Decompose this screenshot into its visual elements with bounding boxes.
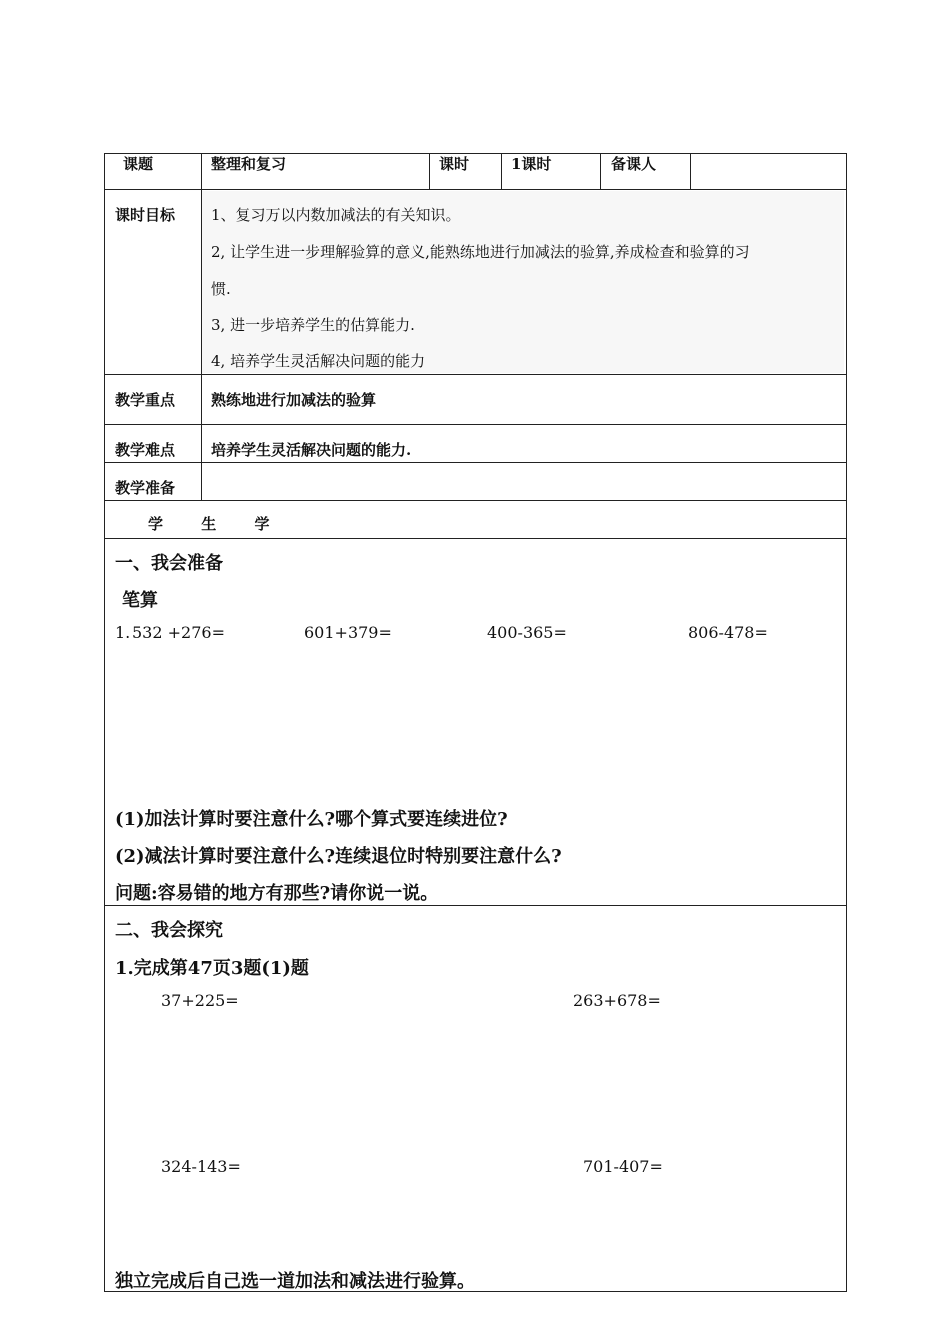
problem: 532 +276=: [132, 623, 225, 642]
period-value: 1课时: [511, 155, 552, 173]
row-line-preparation: [104, 500, 847, 501]
section1-number: 1.: [115, 623, 131, 642]
keypoints-value: 熟练地进行加减法的验算: [211, 391, 377, 409]
objectives-label: 课时目标: [115, 206, 176, 224]
question: 问题:容易错的地方有那些?请你说一说。: [115, 883, 439, 904]
preparer-label: 备课人: [611, 155, 657, 173]
problem: 400-365=: [487, 623, 567, 642]
row-line-keypoints: [104, 424, 847, 425]
problem: 37+225=: [161, 991, 239, 1010]
table-border-right: [846, 153, 847, 1292]
section2-footer: 独立完成后自己选一道加法和减法进行验算。: [115, 1271, 475, 1292]
problem: 806-478=: [688, 623, 768, 642]
problem: 263+678=: [573, 991, 661, 1010]
objective-item: 惯.: [211, 280, 231, 298]
objective-item: 3, 进一步培养学生的估算能力.: [211, 316, 415, 334]
col-line-label: [201, 153, 202, 501]
row-line-header: [104, 189, 847, 190]
problem: 601+379=: [304, 623, 392, 642]
preparation-label: 教学准备: [115, 479, 176, 497]
objective-item: 1、复习万以内数加减法的有关知识。: [211, 206, 461, 224]
row-line-difficulties: [104, 462, 847, 463]
col-line-topic: [429, 153, 430, 190]
section1-title: 一、我会准备: [115, 553, 223, 574]
col-line-period-value: [600, 153, 601, 190]
col-line-period-label: [501, 153, 502, 190]
section2-title: 二、我会探究: [115, 920, 223, 941]
row-line-section1: [104, 905, 847, 906]
objective-item: 2, 让学生进一步理解验算的意义,能熟练地进行加减法的验算,养成检查和验算的习: [211, 243, 750, 261]
topic-label: 课题: [123, 155, 154, 173]
problem: 701-407=: [583, 1157, 663, 1176]
objective-item: 4, 培养学生灵活解决问题的能力: [211, 352, 426, 370]
question: (1)加法计算时要注意什么?哪个算式要连续进位?: [115, 809, 508, 830]
difficulties-label: 教学难点: [115, 441, 176, 459]
topic-value: 整理和复习: [211, 155, 287, 173]
flow-heading: 学 生 学: [148, 515, 276, 533]
problem: 324-143=: [161, 1157, 241, 1176]
difficulties-value: 培养学生灵活解决问题的能力.: [211, 441, 412, 459]
section1-subtitle: 笔算: [122, 590, 158, 611]
keypoints-label: 教学重点: [115, 391, 176, 409]
question: (2)减法计算时要注意什么?连续退位时特别要注意什么?: [115, 846, 562, 867]
row-line-objectives: [104, 374, 847, 375]
col-line-preparer: [690, 153, 691, 190]
period-label: 课时: [439, 155, 470, 173]
section2-task: 1.完成第47页3题(1)题: [115, 958, 309, 979]
row-line-flow: [104, 538, 847, 539]
table-border-left: [104, 153, 105, 1292]
